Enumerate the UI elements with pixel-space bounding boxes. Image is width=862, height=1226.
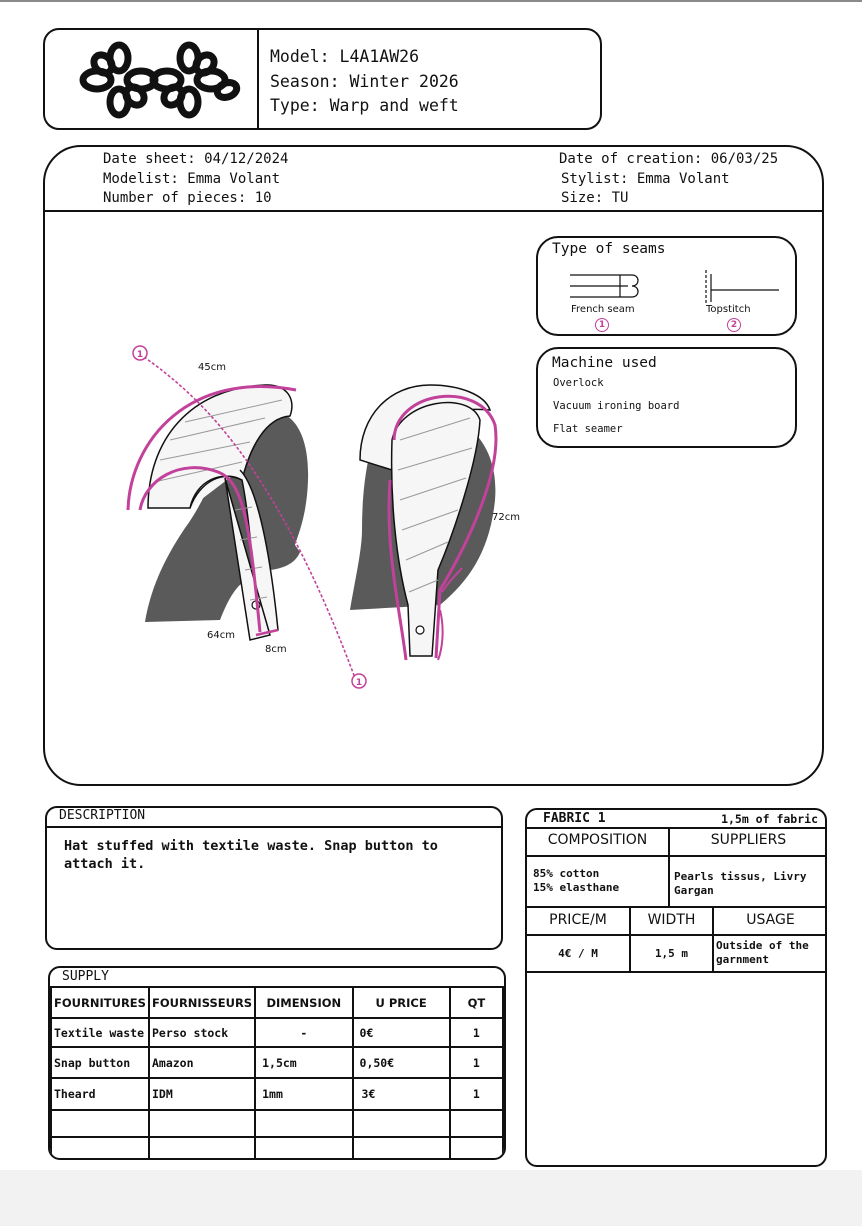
- number-of-pieces: Number of pieces: 10: [103, 190, 272, 206]
- supply-header-cell: DIMENSION: [255, 987, 352, 1018]
- usage-line-1: Outside of the: [716, 939, 809, 952]
- width-header: WIDTH: [647, 912, 696, 928]
- usage-line-2: garnment: [716, 953, 769, 966]
- table-row: [51, 1018, 503, 1047]
- meta-divider: [45, 210, 822, 212]
- top-border: [0, 0, 862, 2]
- supply-header-cell: FOURNITURES: [51, 987, 149, 1018]
- supply-cell: [149, 1137, 255, 1160]
- machine-panel: [536, 347, 797, 448]
- supply-cell: 1: [450, 1047, 503, 1078]
- supply-cell: Snap button: [51, 1047, 149, 1078]
- supply-cell: [255, 1110, 352, 1137]
- supply-cell: IDM: [149, 1078, 255, 1110]
- marker-1-top: 1: [136, 350, 144, 360]
- fabric-name: FABRIC 1: [543, 811, 606, 826]
- supply-cell: 1,5cm: [255, 1047, 352, 1078]
- supply-cell: Theard: [51, 1078, 149, 1110]
- stylist: Stylist: Emma Volant: [561, 171, 730, 187]
- supply-cell: 1mm: [255, 1078, 352, 1110]
- table-row: [51, 1047, 503, 1078]
- machine-item: Overlock: [553, 377, 604, 389]
- supply-cell: 1: [450, 1078, 503, 1110]
- fabric-panel: [525, 808, 827, 1167]
- supply-cell: 3€: [353, 1078, 450, 1110]
- measure-8cm: 8cm: [265, 644, 287, 655]
- topstitch-icon: [703, 270, 783, 306]
- width-value: 1,5 m: [654, 947, 689, 960]
- season-label: Season: Winter 2026: [270, 72, 459, 91]
- supply-cell: Amazon: [149, 1047, 255, 1078]
- supply-cell: 1: [450, 1018, 503, 1047]
- date-of-creation: Date of creation: 06/03/25: [559, 151, 779, 167]
- supply-table: [50, 986, 504, 1160]
- date-sheet: Date sheet: 04/12/2024: [103, 151, 289, 167]
- supply-cell: 0€: [353, 1018, 450, 1047]
- composition-line-2: 15% elasthane: [533, 881, 620, 894]
- supply-title: SUPPLY: [62, 969, 109, 984]
- table-row: [51, 1110, 503, 1137]
- table-row: [51, 1078, 503, 1110]
- supply-cell: [450, 1137, 503, 1160]
- usage-header: USAGE: [746, 912, 795, 928]
- supply-cell: [51, 1137, 149, 1160]
- french-seam-icon: [568, 272, 648, 302]
- supply-cell: [149, 1110, 255, 1137]
- description-text: Hat stuffed with textile waste. Snap button to attach it.: [64, 838, 438, 872]
- fabric-rule: [527, 906, 825, 908]
- french-seam-label: French seam: [571, 304, 635, 315]
- machine-item: Vacuum ironing board: [553, 400, 680, 412]
- composition-line-1: 85% cotton: [533, 867, 600, 880]
- table-row: [51, 1137, 503, 1160]
- description-title: DESCRIPTION: [59, 808, 146, 823]
- supply-cell: -: [255, 1018, 352, 1047]
- suppliers-line-1: Pearls tissus, Livry: [674, 870, 807, 883]
- machine-item: Flat seamer: [553, 423, 623, 435]
- french-seam-number: 1: [595, 318, 609, 332]
- supply-header-cell: QT: [450, 987, 503, 1018]
- fabric-amount: 1,5m of fabric: [721, 812, 818, 826]
- flower-logo: [67, 40, 257, 120]
- fabric-rule: [527, 934, 825, 936]
- modelist: Modelist: Emma Volant: [103, 171, 281, 187]
- seams-title: Type of seams: [552, 241, 666, 257]
- supply-cell: [353, 1110, 450, 1137]
- hat-technical-drawing: [100, 330, 540, 700]
- price-value: 4€ / M: [558, 947, 598, 960]
- fabric-rule: [527, 855, 825, 857]
- page-bottom-band: [0, 1170, 862, 1226]
- measure-72cm: 72cm: [492, 512, 520, 523]
- supply-cell: Textile waste: [51, 1018, 149, 1047]
- header-card: [43, 28, 602, 130]
- supply-cell: [51, 1110, 149, 1137]
- supply-header-cell: U PRICE: [353, 987, 450, 1018]
- size: Size: TU: [561, 190, 629, 206]
- machine-title: Machine used: [552, 355, 657, 371]
- topstitch-number: 2: [727, 318, 741, 332]
- price-header: PRICE/M: [549, 912, 607, 928]
- suppliers-header: SUPPLIERS: [710, 832, 787, 848]
- suppliers-line-2: Gargan: [674, 884, 714, 897]
- header-divider: [257, 30, 259, 128]
- supply-panel: [48, 966, 506, 1160]
- supply-cell: 0,50€: [353, 1047, 450, 1078]
- composition-header: COMPOSITION: [547, 832, 648, 848]
- description-panel: [45, 806, 503, 950]
- type-label: Type: Warp and weft: [270, 96, 459, 115]
- model-label: Model: L4A1AW26: [270, 47, 420, 66]
- measure-64cm: 64cm: [207, 630, 235, 641]
- supply-cell: [450, 1110, 503, 1137]
- supply-cell: Perso stock: [149, 1018, 255, 1047]
- seams-panel: [536, 236, 797, 336]
- topstitch-label: Topstitch: [706, 304, 751, 315]
- supply-header-cell: FOURNISSEURS: [149, 987, 255, 1018]
- supply-header-row: [51, 987, 503, 1018]
- supply-cell: [255, 1137, 352, 1160]
- supply-cell: [353, 1137, 450, 1160]
- marker-1-bottom: 1: [355, 678, 363, 688]
- measure-45cm: 45cm: [198, 362, 226, 373]
- fabric-rule: [527, 971, 825, 973]
